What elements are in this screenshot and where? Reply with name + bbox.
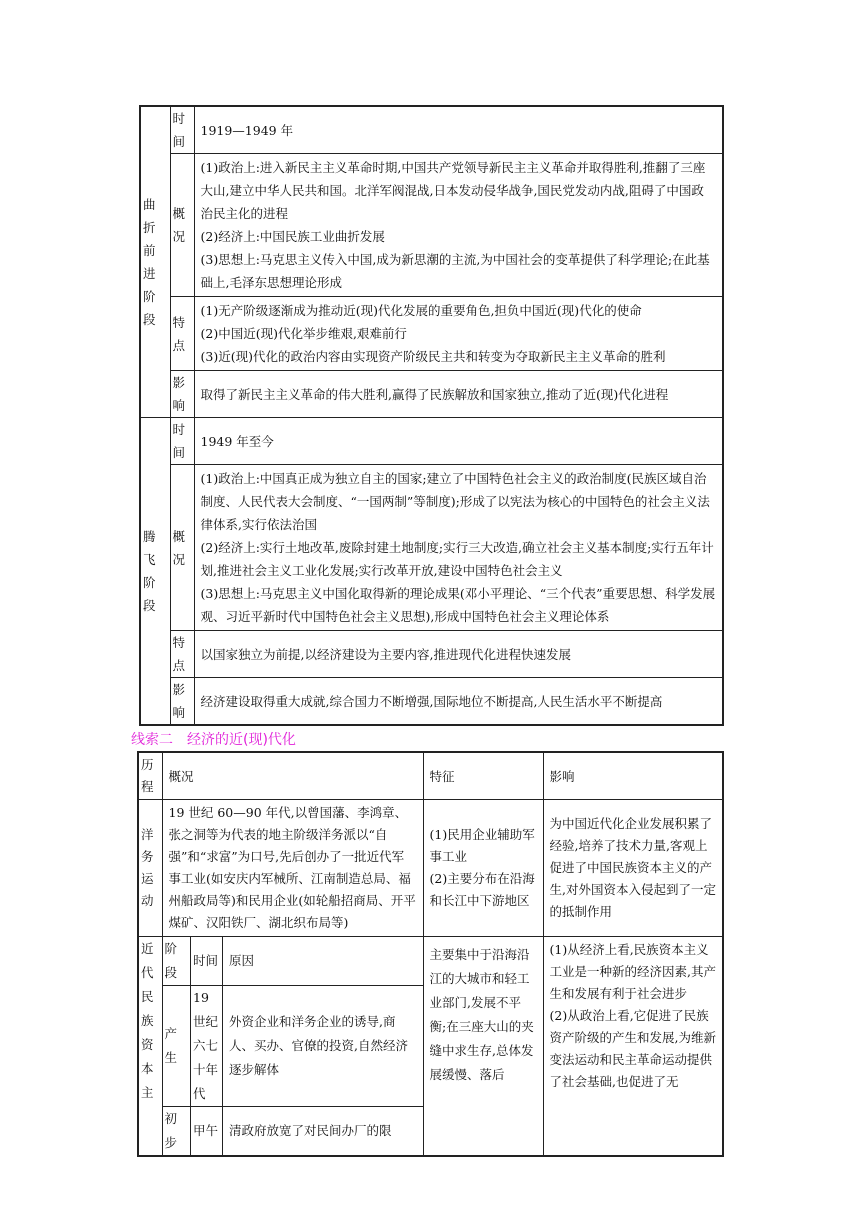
- sub-time: 19 世纪六七十年代: [191, 986, 223, 1107]
- impact-value: 取得了新民主主义革命的伟大胜利,赢得了民族解放和国家独立,推动了近(现)代化进程: [194, 371, 723, 418]
- impact-label: 影响: [170, 678, 194, 726]
- overview-label: 概况: [170, 465, 194, 631]
- time-label: 时间: [170, 418, 194, 465]
- impact-yangwu: 为中国近代化企业发展积累了经验,培养了技术力量,客观上促进了中国民族资本主义的产生,对外国资本入侵起到了一定的抵制作用: [543, 800, 723, 937]
- economy-table: [137, 751, 724, 1157]
- row-teng-time: [140, 418, 723, 465]
- sub-header-stage: 阶段: [163, 937, 191, 986]
- overview-line: (3)思想上:马克思主义中国化取得新的理论成果(邓小平理论、“三个代表”重要思想、科学发展观、习近平新时代中国特色社会主义思想),形成中国特色社会主义理论体系: [200, 586, 716, 624]
- time-value: 1949 年至今: [194, 418, 723, 465]
- header-impact: 影响: [543, 752, 723, 800]
- feature-line: (3)近(现)代化的政治内容由实现资产阶级民主共和转变为夺取新民主主义革命的胜利: [200, 349, 666, 364]
- sub-stage: 初步: [163, 1107, 191, 1156]
- impact-minzu: (1)从经济上看,民族资本主义工业是一种新的经济因素,其产生和发展有利于社会进步 (2)从政治上看,它促进了民族资产阶级的产生和发展,为维新变法运动和民主革命运动提供了社会基础,也促进了无: [543, 937, 723, 1157]
- stage-name-zhe: 曲折前进阶段: [140, 106, 170, 418]
- time-value: 1919—1949 年: [194, 106, 723, 154]
- row-zhe-feature: [140, 297, 723, 371]
- feature-line: (2)中国近(现)代化举步维艰,艰难前行: [200, 326, 407, 341]
- overview-line: (1)政治上:进入新民主主义革命时期,中国共产党领导新民主主义革命并取得胜利,推翻了三座大山,建立中华人民共和国。北洋军阀混战,日本发动侵华战争,国民党发动内战,阻碍了中国政治民主化的进程: [200, 160, 706, 221]
- sub-row: [163, 1107, 423, 1156]
- row-minzu: [138, 937, 723, 1157]
- stage-table: [139, 105, 724, 726]
- row-teng-feature: [140, 631, 723, 678]
- course-minzu: 近代民族资本主: [138, 937, 162, 1157]
- overview-cell: [194, 154, 723, 297]
- overview-line: (1)政治上:中国真正成为独立自主的国家;建立了中国特色社会主义的政治制度(民族区域自治制度、人民代表大会制度、“一国两制”等制度);形成了以宪法为核心的中国特色的社会主义法律体系,实行依法治国: [200, 471, 710, 532]
- feature-minzu: 主要集中于沿海沿江的大城市和轻工业部门,发展不平衡;在三座大山的夹缝中求生存,总体发展缓慢、落后: [423, 937, 543, 1157]
- overview-line: (2)经济上:中国民族工业曲折发展: [200, 229, 385, 244]
- feature-line: (1)无产阶级逐渐成为推动近(现)代化发展的重要角色,担负中国近(现)代化的使命: [200, 303, 642, 318]
- impact-value: 经济建设取得重大成就,综合国力不断增强,国际地位不断提高,人民生活水平不断提高: [194, 678, 723, 726]
- feature-cell: [194, 297, 723, 371]
- header-course: 历程: [138, 752, 162, 800]
- sub-header-time: 时间: [191, 937, 223, 986]
- overview-line: (3)思想上:马克思主义传入中国,成为新思潮的主流,为中国社会的变革提供了科学理论;在此基础上,毛泽东思想理论形成: [200, 252, 710, 290]
- sub-stage: 产生: [163, 986, 191, 1107]
- sub-header-reason: 原因: [223, 937, 423, 986]
- feature-label: 特点: [170, 631, 194, 678]
- sub-row: [163, 986, 423, 1107]
- time-label: 时间: [170, 106, 194, 154]
- row-zhe-impact: [140, 371, 723, 418]
- row-yangwu: [138, 800, 723, 937]
- feature-value: 以国家独立为前提,以经济建设为主要内容,推进现代化进程快速发展: [194, 631, 723, 678]
- stage-name-teng: 腾飞阶段: [140, 418, 170, 726]
- minzu-sub-table-cell: [162, 937, 423, 1157]
- row-zhe-time: [140, 106, 723, 154]
- impact-label: 影响: [170, 371, 194, 418]
- sub-time: 甲午: [191, 1107, 223, 1156]
- section-heading: 线索二 经济的近(现)代化: [131, 732, 296, 748]
- row-zhe-overview: [140, 154, 723, 297]
- feature-yangwu: (1)民用企业辅助军事工业 (2)主要分布在沿海和长江中下游地区: [423, 800, 543, 937]
- overview-label: 概况: [170, 154, 194, 297]
- sub-header-row: [163, 937, 423, 986]
- course-yangwu: 洋务运动: [138, 800, 162, 937]
- header-row: [138, 752, 723, 800]
- overview-cell: [194, 465, 723, 631]
- row-teng-overview: [140, 465, 723, 631]
- minzu-sub-table: [163, 937, 423, 1155]
- sub-reason: 清政府放宽了对民间办厂的限: [223, 1107, 423, 1156]
- feature-label: 特点: [170, 297, 194, 371]
- sub-reason: 外资企业和洋务企业的诱导,商人、买办、官僚的投资,自然经济逐步解体: [223, 986, 423, 1107]
- overview-line: (2)经济上:实行土地改革,废除封建土地制度;实行三大改造,确立社会主义基本制度;实行五年计划,推进社会主义工业化发展;实行改革开放,建设中国特色社会主义: [200, 540, 714, 578]
- header-overview: 概况: [162, 752, 423, 800]
- row-teng-impact: [140, 678, 723, 726]
- header-feature: 特征: [423, 752, 543, 800]
- overview-yangwu: 19 世纪 60—90 年代,以曾国藩、李鸿章、张之洞等为代表的地主阶级洋务派以“自强”和“求富”为口号,先后创办了一批近代军事工业(如安庆内军械所、江南制造总局、福州船政局等)和民用企业(如轮船招商局、开平煤矿、汉阳铁厂、湖北织布局等): [162, 800, 423, 937]
